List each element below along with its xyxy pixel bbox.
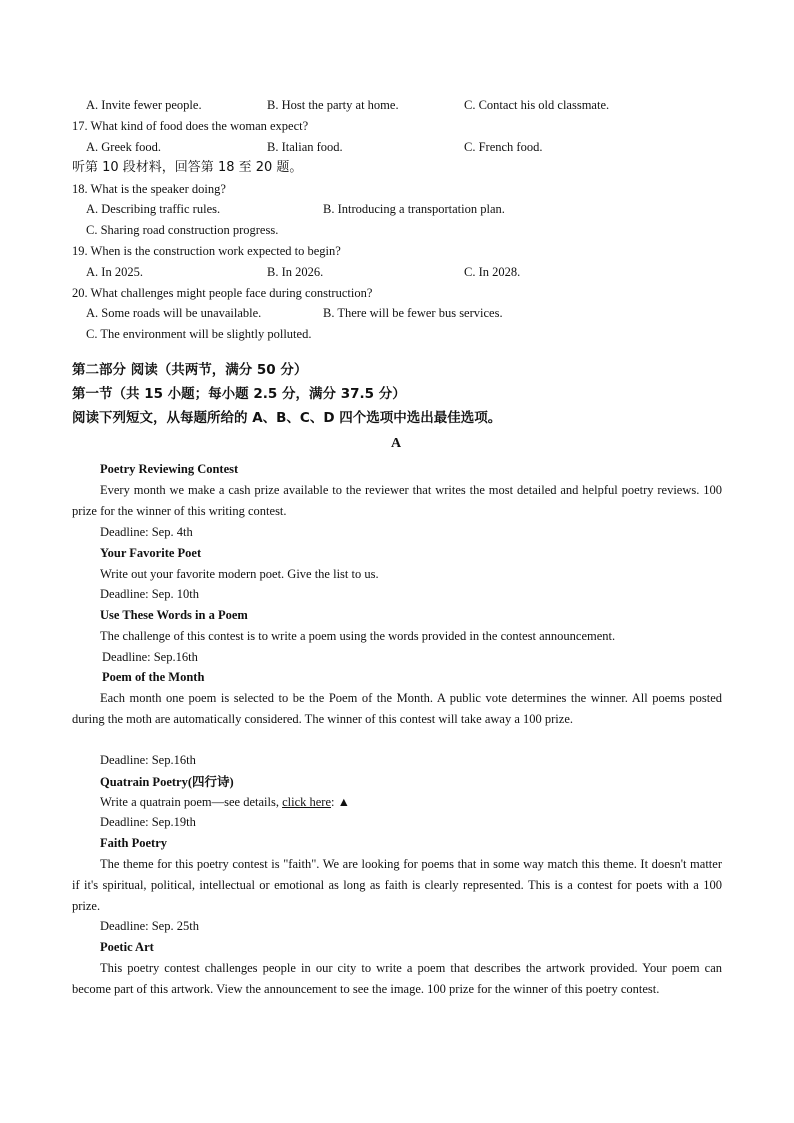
- contest-title: Faith Poetry: [100, 836, 167, 850]
- q17-option-b: B. Italian food.: [267, 140, 343, 154]
- q16-option-b: B. Host the party at home.: [267, 98, 399, 112]
- reading-instruction: 阅读下列短文，从每题所给的 A、B、C、D 四个选项中选出最佳选项。: [72, 410, 502, 426]
- q16-option-c: C. Contact his old classmate.: [464, 98, 610, 112]
- q19-option-c: C. In 2028.: [464, 265, 521, 279]
- contest-description-suffix: : ▲: [331, 795, 350, 809]
- contest-deadline: Deadline: Sep. 25th: [100, 919, 199, 933]
- contest-title: Use These Words in a Poem: [100, 608, 248, 622]
- reading-part-heading: 第二部分 阅读（共两节，满分 50 分）: [72, 362, 308, 378]
- listening-section-instruction: 听第 10 段材料，回答第 18 至 20 题。: [72, 160, 303, 175]
- q18-question: 18. What is the speaker doing?: [72, 182, 226, 196]
- q19-option-a: A. In 2025.: [86, 265, 143, 279]
- contest-title: Poem of the Month: [102, 670, 205, 684]
- q20-option-c: C. The environment will be slightly polluted.: [86, 327, 312, 341]
- contest-title: Poetry Reviewing Contest: [100, 462, 239, 476]
- contest-deadline: Deadline: Sep.16th: [102, 650, 198, 664]
- q17-question: 17. What kind of food does the woman expect?: [72, 119, 309, 133]
- q20-option-a: A. Some roads will be unavailable.: [86, 306, 262, 320]
- q17-option-a: A. Greek food.: [86, 140, 161, 154]
- q16-option-a: A. Invite fewer people.: [86, 98, 202, 112]
- click-here-link[interactable]: click here: [282, 795, 332, 809]
- q19-question: 19. When is the construction work expected to begin?: [72, 244, 341, 258]
- contest-description: The theme for this poetry contest is "faith". We are looking for poems that in some way match this theme. It doesn't matter if it's spiritual, political, intellectual or emotional as long as faith is clearly represented. This is a contest for poets with a 100 prize.: [72, 857, 722, 913]
- contest-title: Your Favorite Poet: [100, 546, 202, 560]
- q20-question: 20. What challenges might people face during construction?: [72, 286, 373, 300]
- contest-deadline: Deadline: Sep.19th: [100, 815, 196, 829]
- contest-title: Poetic Art: [100, 940, 154, 954]
- contest-deadline: Deadline: Sep. 4th: [100, 525, 193, 539]
- q18-option-b: B. Introducing a transportation plan.: [323, 202, 505, 216]
- contest-title: Quatrain Poetry(四行诗): [100, 775, 234, 789]
- contest-description: The challenge of this contest is to write a poem using the words provided in the contest announcement.: [100, 629, 616, 643]
- contest-description: Write out your favorite modern poet. Give the list to us.: [100, 567, 379, 581]
- contest-description: Each month one poem is selected to be the Poem of the Month. A public vote determines the winner. All poems posted during the moth are automatically considered. The winner of this contest will take away a 100 prize.: [72, 691, 722, 726]
- contest-description-prefix: Write a quatrain poem—see details,: [100, 795, 283, 809]
- passage-label: A: [391, 436, 402, 451]
- contest-description: This poetry contest challenges people in our city to write a poem that describes the artwork provided. Your poem can become part of this artwork. View the announcement to see the image. 100 prize for the winner of this poetry contest.: [72, 961, 722, 996]
- contest-deadline: Deadline: Sep. 10th: [100, 587, 199, 601]
- contest-description: Every month we make a cash prize available to the reviewer that writes the most detailed and helpful poetry reviews. 100 prize for the winner of this writing contest.: [72, 483, 722, 518]
- q18-option-c: C. Sharing road construction progress.: [86, 223, 279, 237]
- contest-description: [100, 794, 350, 810]
- q17-option-c: C. French food.: [464, 140, 543, 154]
- q20-option-b: B. There will be fewer bus services.: [323, 306, 503, 320]
- q18-option-a: A. Describing traffic rules.: [86, 202, 221, 216]
- contest-deadline: Deadline: Sep.16th: [100, 753, 196, 767]
- q19-option-b: B. In 2026.: [267, 265, 324, 279]
- reading-section-heading: 第一节（共 15 小题；每小题 2.5 分，满分 37.5 分）: [72, 386, 406, 402]
